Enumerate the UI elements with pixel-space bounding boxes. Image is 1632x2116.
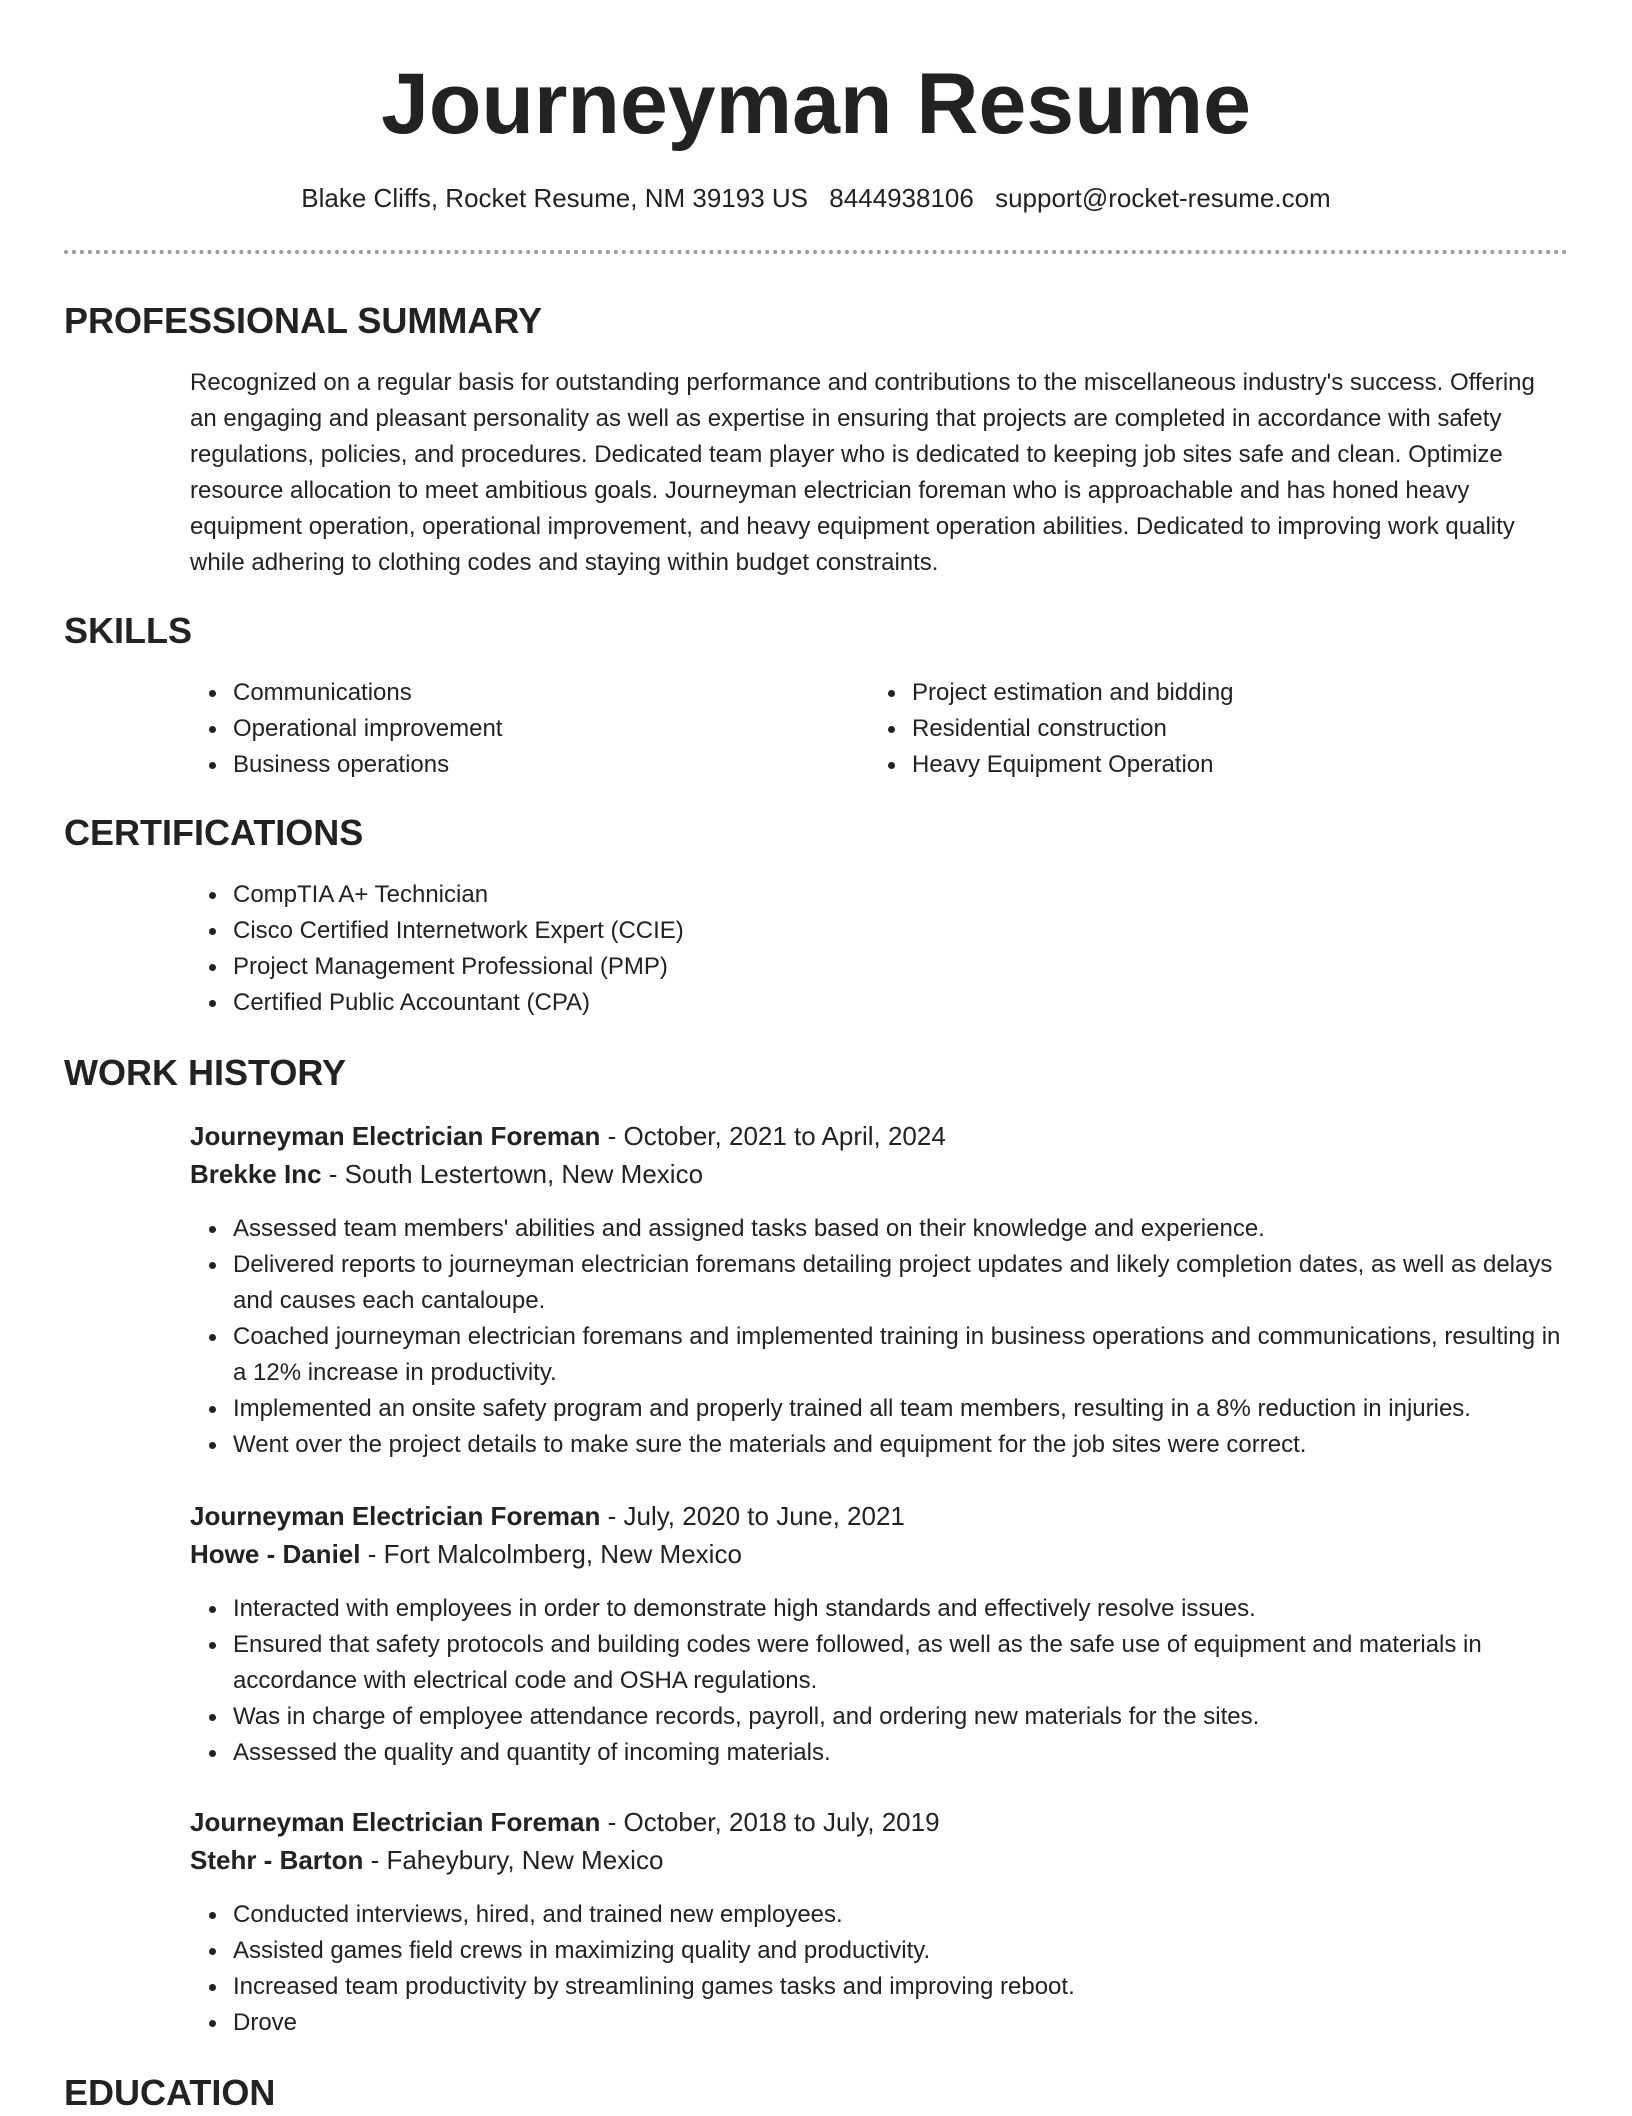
job-title-line [190, 1497, 905, 1535]
skill-item: Communications [233, 675, 853, 711]
header-divider [64, 250, 1568, 254]
skills-list-left [190, 675, 853, 783]
skill-item: Residential construction [912, 711, 1532, 747]
job-location: - South Lestertown, New Mexico [321, 1159, 704, 1189]
job-bullets [190, 1211, 1573, 1463]
contact-info [0, 178, 1632, 218]
job-company-line [190, 1841, 663, 1879]
contact-address: Blake Cliffs, Rocket Resume, NM 39193 US [301, 183, 809, 213]
certifications-heading: CERTIFICATIONS [64, 812, 364, 853]
skill-item: Project estimation and bidding [912, 675, 1532, 711]
job-bullet: Drove [233, 2005, 1573, 2041]
contact-email: support@rocket-resume.com [995, 183, 1331, 213]
job-company-line [190, 1155, 703, 1193]
job-bullet: Ensured that safety protocols and building codes were followed, as well as the safe use of equipment and materials in accordance with electrical code and OSHA regulations. [233, 1627, 1573, 1699]
skill-item: Business operations [233, 747, 853, 783]
job-title: Journeyman Electrician Foreman [190, 1121, 601, 1151]
job-bullet: Went over the project details to make sure the materials and equipment for the job sites were correct. [233, 1427, 1573, 1463]
job-bullet: Conducted interviews, hired, and trained new employees. [233, 1897, 1573, 1933]
education-heading: EDUCATION [64, 2072, 276, 2113]
certification-item: CompTIA A+ Technician [233, 877, 1533, 913]
contact-phone: 8444938106 [829, 183, 974, 213]
certification-item: Certified Public Accountant (CPA) [233, 985, 1533, 1021]
job-bullets [190, 1591, 1573, 1771]
skill-item: Heavy Equipment Operation [912, 747, 1532, 783]
job-bullet: Coached journeyman electrician foremans and implemented training in business operations and communications, resulting in a 12% increase in productivity. [233, 1319, 1573, 1391]
summary-text: Recognized on a regular basis for outstanding performance and contributions to the miscellaneous industry's success. Offering an engaging and pleasant personality as well as expertise in ensuring that projects are completed in accordance with safety regulations, policies, and procedures. Dedicated team player who is dedicated to keeping job sites safe and clean. Optimize resource allocation to meet ambitious goals. Journeyman electrician foreman who is approachable and has honed heavy equipment operation, operational improvement, and heavy equipment operation abilities. Dedicated to improving work quality while adhering to clothing codes and staying within budget constraints. [190, 369, 1535, 576]
job-bullet: Was in charge of employee attendance records, payroll, and ordering new materials for the sites. [233, 1699, 1573, 1735]
job-dates: - July, 2020 to June, 2021 [600, 1501, 905, 1531]
job-bullet: Delivered reports to journeyman electrician foremans detailing project updates and likely completion dates, as well as delays and causes each cantaloupe. [233, 1247, 1573, 1319]
job-title-line [190, 1117, 946, 1155]
skills-heading: SKILLS [64, 610, 193, 651]
certification-item: Cisco Certified Internetwork Expert (CCIE) [233, 913, 1533, 949]
job-bullet: Increased team productivity by streamlining games tasks and improving reboot. [233, 1969, 1573, 2005]
certifications-list [190, 877, 1533, 1021]
summary-heading: PROFESSIONAL SUMMARY [64, 300, 543, 341]
job-dates: - October, 2021 to April, 2024 [600, 1121, 946, 1151]
certification-item: Project Management Professional (PMP) [233, 949, 1533, 985]
job-company: Stehr - Barton [190, 1845, 364, 1875]
job-location: - Fort Malcolmberg, New Mexico [360, 1539, 742, 1569]
job-location: - Faheybury, New Mexico [363, 1845, 664, 1875]
job-bullet: Assisted games field crews in maximizing quality and productivity. [233, 1933, 1573, 1969]
work-history-heading: WORK HISTORY [64, 1052, 347, 1093]
job-bullet: Interacted with employees in order to demonstrate high standards and effectively resolve issues. [233, 1591, 1573, 1627]
job-title-line [190, 1803, 940, 1841]
skills-list-right [869, 675, 1532, 783]
job-dates: - October, 2018 to July, 2019 [600, 1807, 940, 1837]
job-company-line [190, 1535, 742, 1573]
job-bullet: Assessed the quality and quantity of incoming materials. [233, 1735, 1573, 1771]
job-title: Journeyman Electrician Foreman [190, 1807, 601, 1837]
job-bullet: Implemented an onsite safety program and properly trained all team members, resulting in a 8% reduction in injuries. [233, 1391, 1573, 1427]
job-bullets [190, 1897, 1573, 2041]
skill-item: Operational improvement [233, 711, 853, 747]
resume-title: Journeyman Resume [381, 56, 1251, 152]
job-title: Journeyman Electrician Foreman [190, 1501, 601, 1531]
job-bullet: Assessed team members' abilities and assigned tasks based on their knowledge and experience. [233, 1211, 1573, 1247]
job-company: Howe - Daniel [190, 1539, 361, 1569]
job-company: Brekke Inc [190, 1159, 322, 1189]
